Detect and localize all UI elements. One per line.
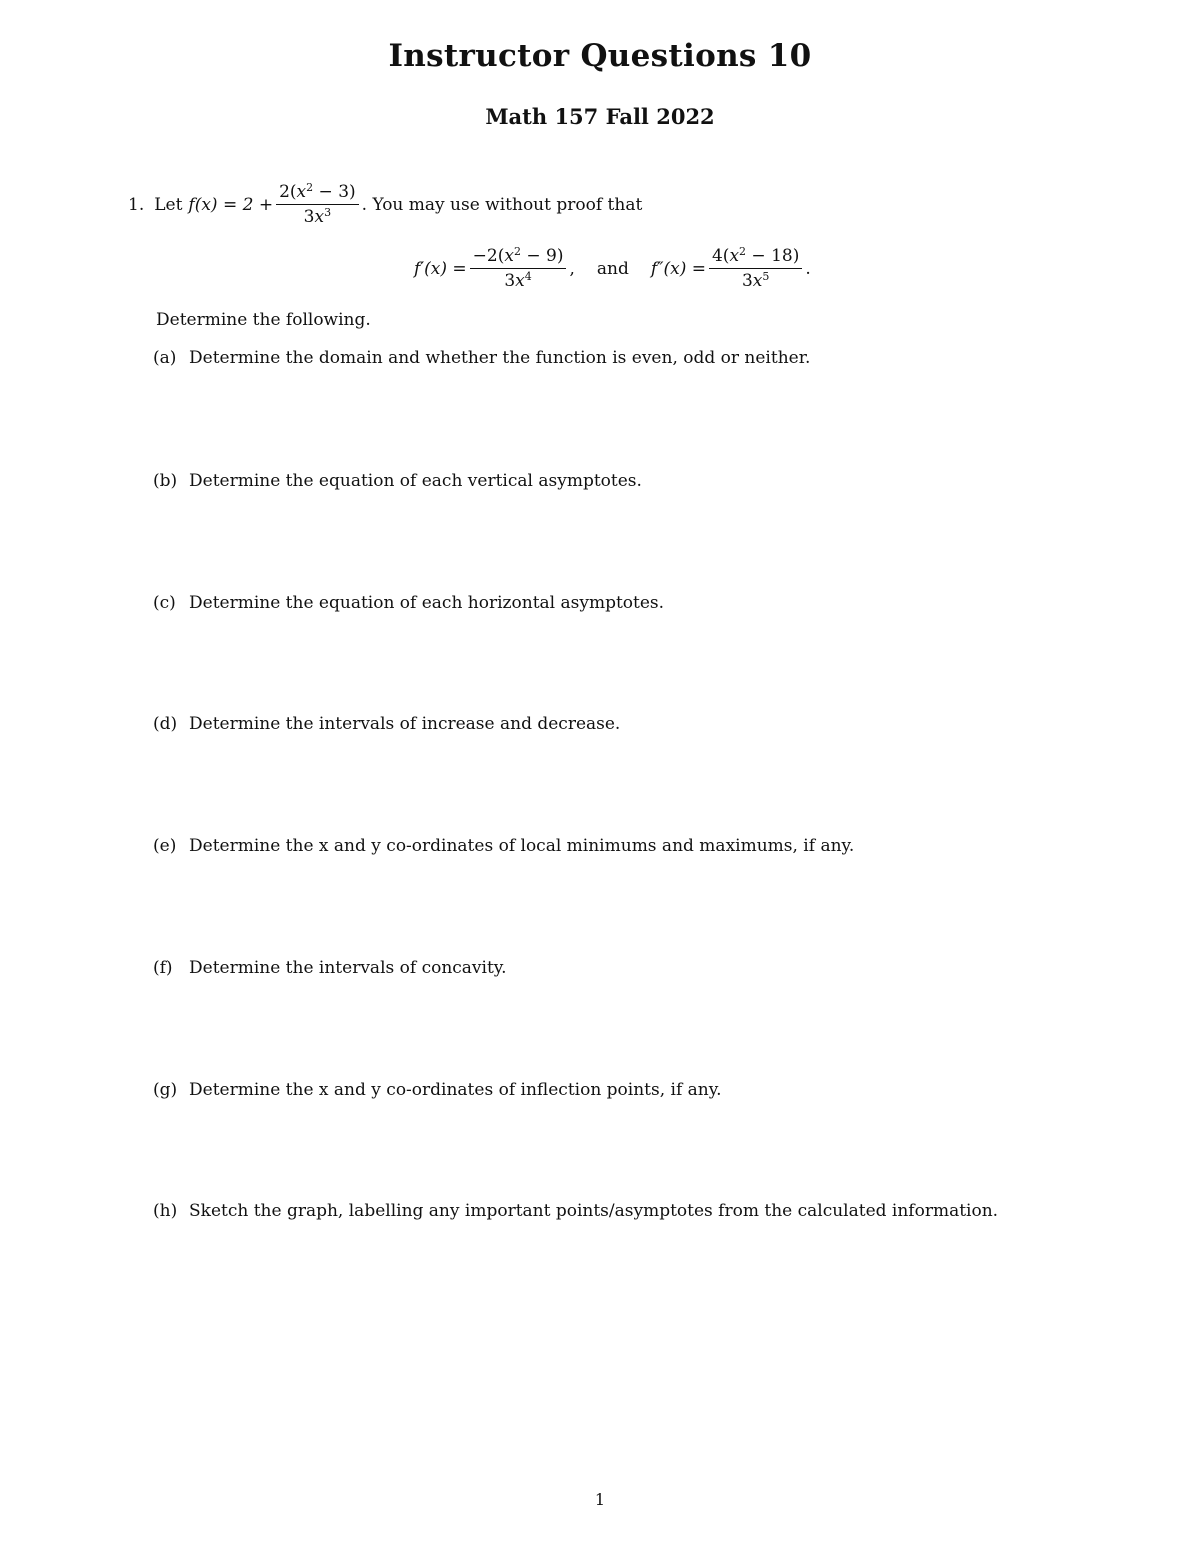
part-label: (c) bbox=[153, 593, 176, 613]
part-text: Determine the x and y co-ordinates of local minimums and maximums, if any. bbox=[189, 836, 855, 856]
document-subtitle: Math 157 Fall 2022 bbox=[485, 104, 715, 129]
part-text: Determine the domain and whether the function is even, odd or neither. bbox=[189, 348, 811, 368]
function-denominator bbox=[304, 205, 331, 227]
question-part-a bbox=[153, 348, 810, 368]
part-label: (g) bbox=[153, 1080, 178, 1100]
numerator-part: − 3) bbox=[313, 182, 356, 202]
question-part-c bbox=[153, 593, 664, 613]
let-word: Let bbox=[154, 194, 183, 215]
second-derivative-numerator bbox=[709, 246, 802, 269]
denominator-exponent: 4 bbox=[524, 270, 532, 283]
numerator-part: −2( bbox=[472, 246, 505, 266]
question-part-d bbox=[153, 714, 620, 734]
page-number: 1 bbox=[594, 1490, 606, 1509]
second-derivative-fraction bbox=[709, 246, 802, 291]
numerator-variable: x bbox=[729, 246, 740, 266]
numerator-exponent: 2 bbox=[739, 245, 747, 258]
denominator-exponent: 5 bbox=[762, 270, 770, 283]
second-derivative-denominator bbox=[742, 269, 769, 291]
period: . bbox=[805, 258, 811, 279]
first-derivative-denominator bbox=[504, 269, 531, 291]
second-derivative-label: f″(x) = bbox=[650, 258, 706, 279]
statement-continuation: . You may use without proof that bbox=[361, 194, 643, 215]
question-part-f bbox=[153, 958, 507, 978]
part-label: (b) bbox=[153, 471, 178, 491]
denominator-variable: x bbox=[752, 271, 763, 291]
function-numerator bbox=[276, 182, 359, 205]
denominator-part: 3 bbox=[504, 271, 516, 291]
part-text: Determine the intervals of concavity. bbox=[189, 958, 507, 978]
numerator-part: 4( bbox=[711, 246, 730, 266]
numerator-exponent: 2 bbox=[306, 181, 314, 194]
and-word: and bbox=[596, 258, 629, 279]
derivatives-display bbox=[414, 246, 811, 291]
part-label: (a) bbox=[153, 348, 177, 368]
numerator-part: − 18) bbox=[746, 246, 800, 266]
numerator-variable: x bbox=[504, 246, 514, 266]
part-text: Determine the intervals of increase and decrease. bbox=[189, 714, 621, 734]
part-label: (d) bbox=[153, 714, 178, 734]
instructions-intro: Determine the following. bbox=[156, 310, 371, 330]
denominator-part: 3 bbox=[303, 207, 315, 227]
denominator-exponent: 3 bbox=[324, 206, 332, 219]
part-text: Determine the equation of each vertical asymptotes. bbox=[189, 471, 642, 491]
first-derivative-fraction bbox=[470, 246, 567, 291]
part-label: (f) bbox=[153, 958, 173, 978]
part-text: Determine the equation of each horizontal asymptotes. bbox=[189, 593, 665, 613]
question-part-h bbox=[153, 1201, 998, 1221]
numerator-part: − 9) bbox=[520, 246, 564, 266]
question-part-b bbox=[153, 471, 642, 491]
first-derivative-numerator bbox=[470, 246, 567, 269]
function-definition-label: f(x) = 2 + bbox=[188, 194, 274, 215]
part-text: Determine the x and y co-ordinates of inflection points, if any. bbox=[189, 1080, 722, 1100]
numerator-exponent: 2 bbox=[513, 245, 521, 258]
denominator-variable: x bbox=[314, 207, 325, 227]
comma: , bbox=[569, 258, 575, 279]
part-text: Sketch the graph, labelling any important points/asymptotes from the calculated information. bbox=[189, 1201, 999, 1221]
numerator-variable: x bbox=[296, 182, 307, 202]
denominator-variable: x bbox=[515, 271, 525, 291]
first-derivative-label: f′(x) = bbox=[414, 258, 467, 279]
question-1-statement bbox=[128, 182, 642, 227]
document-title: Instructor Questions 10 bbox=[388, 38, 812, 74]
numerator-part: 2( bbox=[279, 182, 297, 202]
question-part-e bbox=[153, 836, 854, 856]
denominator-part: 3 bbox=[741, 271, 753, 291]
part-label: (e) bbox=[153, 836, 177, 856]
part-label: (h) bbox=[153, 1201, 178, 1221]
question-number: 1. bbox=[128, 194, 145, 215]
question-part-g bbox=[153, 1080, 722, 1100]
function-fraction bbox=[276, 182, 359, 227]
